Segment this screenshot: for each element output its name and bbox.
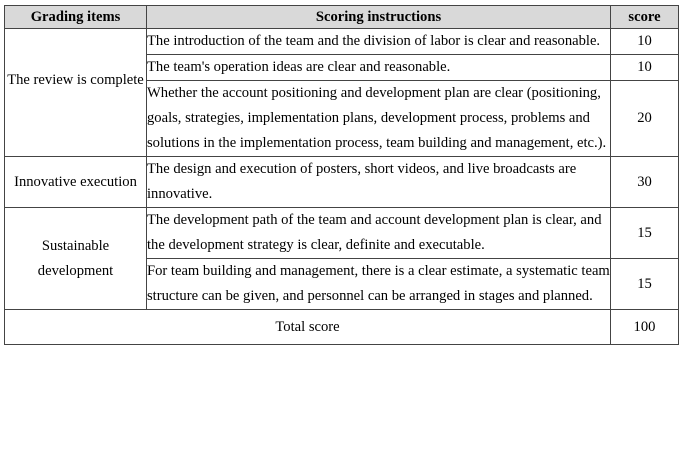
header-scoring-instructions: Scoring instructions <box>147 6 611 29</box>
grading-item-innovative-execution: Innovative execution <box>5 157 147 208</box>
header-score: score <box>611 6 679 29</box>
score-team-building: 15 <box>611 259 679 310</box>
table-row <box>5 29 679 55</box>
instruction-account-positioning: Whether the account positioning and development plan are clear (positioning, goals, strategies, implementation plans, development process, problems and solutions in the implementation process, team building and management, etc.). <box>147 81 611 157</box>
score-account-positioning: 20 <box>611 81 679 157</box>
instruction-team-introduction: The introduction of the team and the division of labor is clear and reasonable. <box>147 29 611 55</box>
total-score-label: Total score <box>5 310 611 345</box>
table-row <box>5 157 679 208</box>
score-development-path: 15 <box>611 208 679 259</box>
header-grading-items: Grading items <box>5 6 147 29</box>
score-team-introduction: 10 <box>611 29 679 55</box>
instruction-team-building: For team building and management, there is a clear estimate, a systematic team structure can be given, and personnel can be arranged in stages and planned. <box>147 259 611 310</box>
score-operation-ideas: 10 <box>611 55 679 81</box>
instruction-operation-ideas: The team's operation ideas are clear and reasonable. <box>147 55 611 81</box>
grading-item-review-complete: The review is complete <box>5 29 147 157</box>
instruction-development-path: The development path of the team and account development plan is clear, and the development strategy is clear, definite and executable. <box>147 208 611 259</box>
table-row <box>5 208 679 259</box>
total-score-value: 100 <box>611 310 679 345</box>
header-row <box>5 6 679 29</box>
grading-item-sustainable-development: Sustainable development <box>5 208 147 310</box>
score-innovative-design: 30 <box>611 157 679 208</box>
scoring-table <box>4 5 679 345</box>
total-row <box>5 310 679 345</box>
instruction-innovative-design: The design and execution of posters, short videos, and live broadcasts are innovative. <box>147 157 611 208</box>
